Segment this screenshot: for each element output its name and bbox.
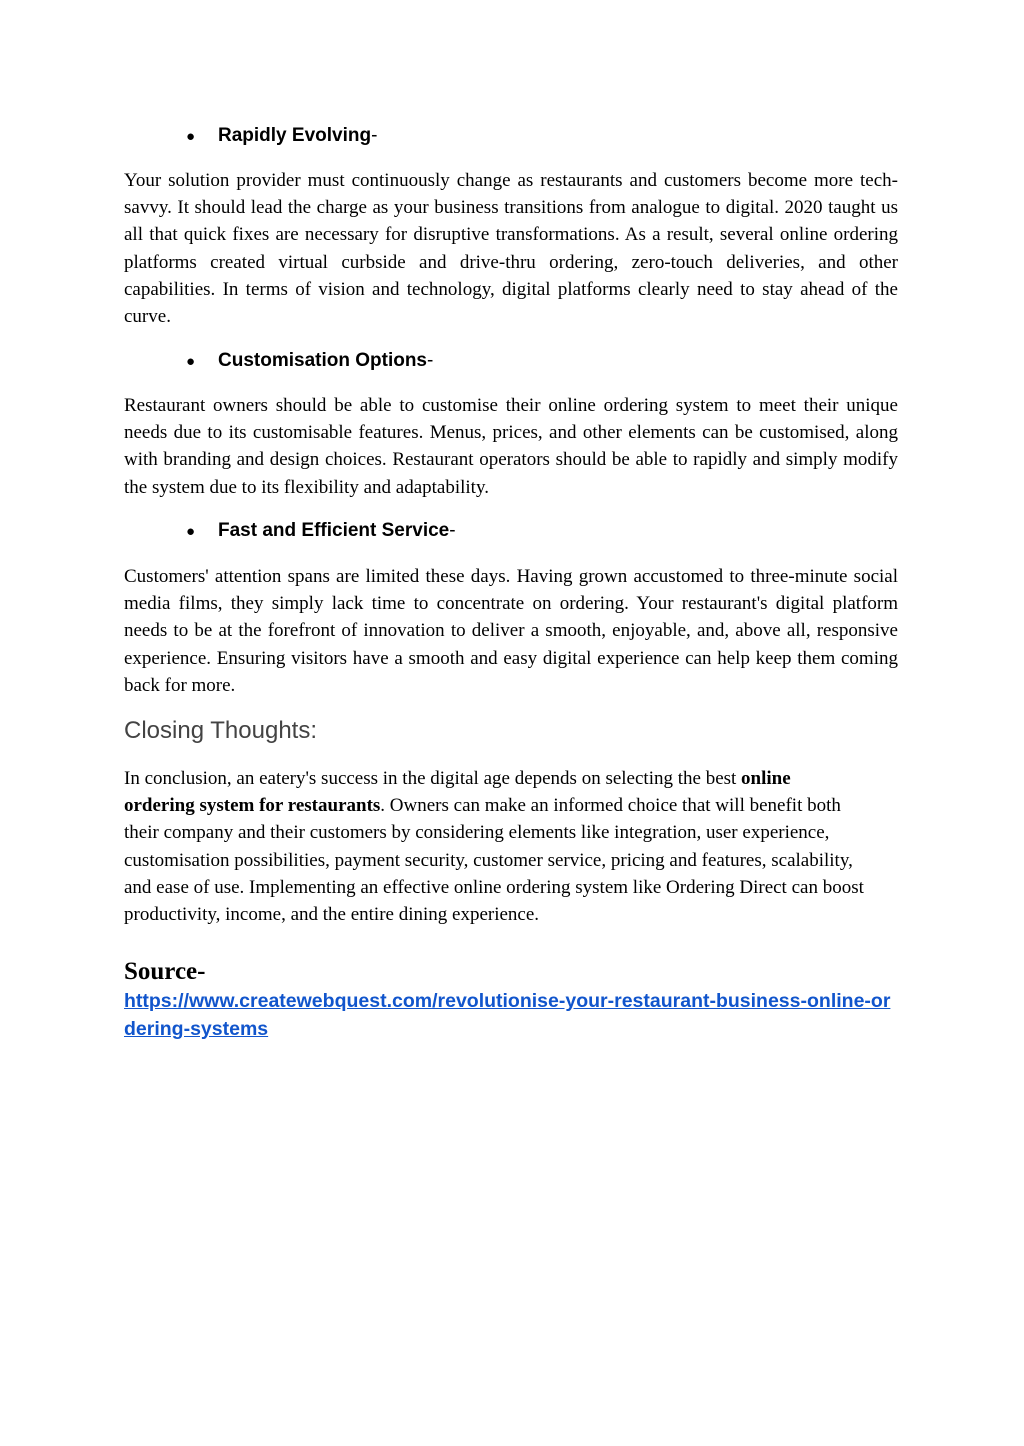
closing-heading: Closing Thoughts:: [124, 717, 318, 744]
closing-paragraph: [124, 765, 864, 928]
closing-text-after: . Owners can make an informed choice that will benefit both their company and their customers by considering elements like integration, user experience, customisation possibilities, payment security, customer service, pricing and features, scalability, and ease of use. Implementing an effective online ordering system like Ordering Direct can boost productivity, income, and the entire dining experience.: [124, 795, 864, 926]
paragraph-fast-efficient-service: Customers' attention spans are limited these days. Having grown accustomed to three-minute social media films, they simply lack time to concentrate on ordering. Your restaurant's digital platform needs to be at the forefront of innovation to deliver a smooth, enjoyable, and, above all, responsive experience. Ensuring visitors have a smooth and easy digital experience can help keep them coming back for more.: [124, 566, 898, 696]
bullet-suffix: -: [427, 350, 434, 371]
source-label: Source-: [124, 958, 206, 985]
bullet-heading-fast-efficient-service: [186, 518, 456, 545]
bullet-suffix: -: [371, 125, 378, 146]
bullet-heading-rapidly-evolving: [186, 123, 377, 150]
source-link[interactable]: https://www.createwebquest.com/revolutionise-your-restaurant-business-online-ordering-systems: [124, 990, 891, 1040]
bullet-heading-customisation-options: [186, 348, 433, 375]
bullet-title: Customisation Options: [218, 350, 427, 371]
closing-text-before: In conclusion, an eatery's success in the digital age depends on selecting the best: [124, 768, 742, 789]
closing-bold-keyword: online ordering system for restaurants: [124, 768, 791, 817]
bullet-title: Rapidly Evolving: [218, 125, 372, 146]
bullet-icon: ●: [186, 353, 196, 370]
bullet-icon: ●: [186, 523, 196, 540]
paragraph-customisation-options: Restaurant owners should be able to customise their online ordering system to meet their unique needs due to its customisable features. Menus, prices, and other elements can be customised, along with branding and design choices. Restaurant operators should be able to rapidly and simply modify the system due to its flexibility and adaptability.: [124, 395, 898, 498]
paragraph-rapidly-evolving: Your solution provider must continuously change as restaurants and customers become more tech-savvy. It should lead the charge as your business transitions from analogue to digital. 2020 taught us all that quick fixes are necessary for disruptive transformations. As a result, several online ordering platforms created virtual curbside and drive-thru ordering, zero-touch deliveries, and other capabilities. In terms of vision and technology, digital platforms clearly need to stay ahead of the curve.: [124, 170, 898, 328]
bullet-title: Fast and Efficient Service: [218, 520, 450, 541]
bullet-icon: ●: [186, 128, 196, 145]
bullet-suffix: -: [449, 520, 456, 541]
